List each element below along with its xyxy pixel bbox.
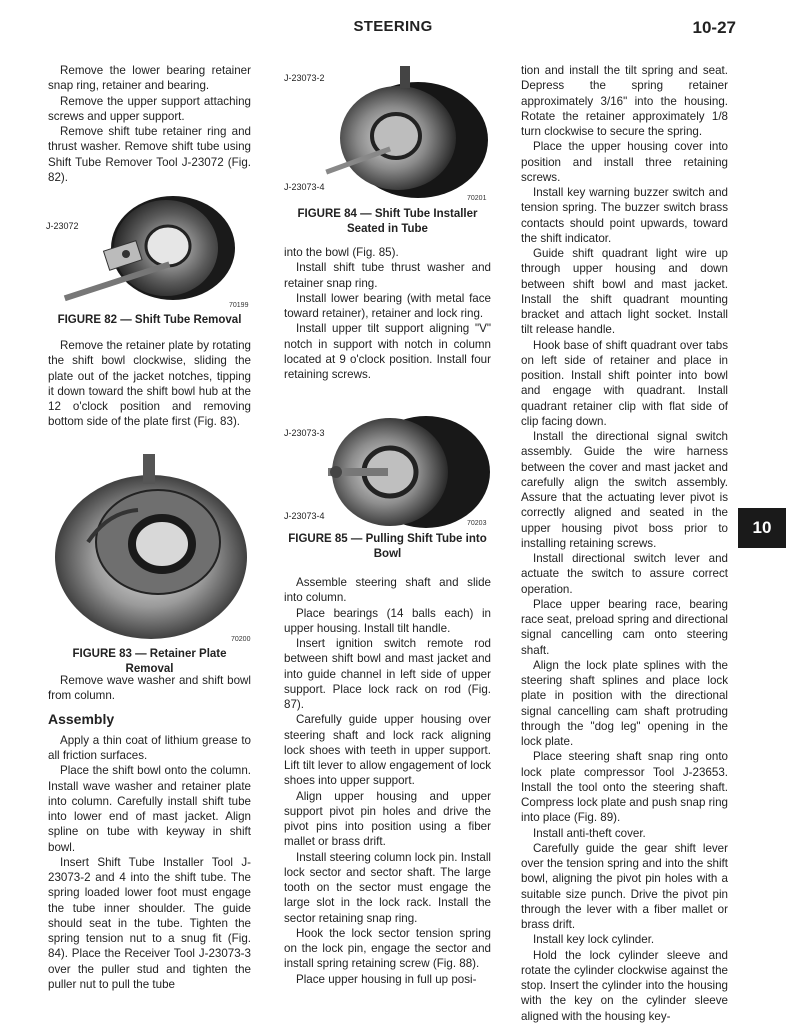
column-1-middle: [48, 338, 251, 430]
paragraph: Install upper tilt support aligning "V" notch in support with notch in column located at 9 o'clock position. Install four retaining screws.: [284, 322, 491, 381]
paragraph: tion and install the tilt spring and seat. Depress the spring retainer approximately 3/16" into the housing. Rotate the retainer approximately 1/8 turn clockwise to secure the spring.: [521, 64, 728, 138]
paragraph: Guide shift quadrant light wire up through upper housing and down between shift bowl and mast jacket. Install the shift quadrant mounting bracket and attach light socket. Install tilt release handle.: [521, 247, 728, 337]
paragraph: Install anti-theft cover.: [533, 826, 646, 840]
paragraph: Place the shift bowl onto the column. Install wave washer and retainer plate into column. Carefully install shift tube into lower end of mast jacket. Align spline on tube with keyway in shift bowl.: [48, 764, 251, 854]
paragraph: Install lower bearing (with metal face toward retainer), retainer and lock ring.: [284, 291, 491, 320]
paragraph: Apply a thin coat of lithium grease to all friction surfaces.: [48, 733, 251, 762]
figure-85-callout-top: J-23073-3: [284, 428, 325, 438]
column-3: [521, 63, 728, 1024]
paragraph: Install shift tube thrust washer and retainer snap ring.: [284, 261, 491, 290]
caption-line: Seated in Tube: [347, 223, 428, 235]
figure-84-photo: [318, 62, 490, 202]
figure-84-callout-top: J-23073-2: [284, 73, 325, 83]
figure-84-callout-bottom: J-23073-4: [284, 182, 325, 192]
section-tab: 10: [738, 508, 786, 548]
section-heading-assembly: Assembly: [48, 710, 115, 727]
figure-83-caption: FIGURE 83 — Retainer Plate Removal: [72, 648, 227, 675]
figure-82-number: 70199: [229, 302, 249, 309]
paragraph: into the bowl (Fig. 85).: [284, 246, 399, 259]
paragraph: Align upper housing and upper support pivot pin holes and drive the pivot pins into position using a fiber mallet or brass drift.: [284, 789, 491, 849]
paragraph: Install directional switch lever and actuate the switch to assure correct operation.: [521, 552, 728, 596]
caption-line: Bowl: [373, 548, 402, 560]
figure-82-caption: FIGURE 82 — Shift Tube Removal: [57, 314, 242, 326]
caption-line: FIGURE 85 — Pulling Shift Tube into: [288, 533, 487, 545]
figure-85-callout-bottom: J-23073-4: [284, 511, 325, 521]
paragraph: Install the directional signal switch assembly. Guide the wire harness between the cover and mast jacket and carefully align the switch assembly. Assure that the actuating lever pivot is correctly aligned and seated in the upper housing pivot boss prior to installing retaining screws.: [521, 430, 728, 550]
paragraph: Place steering shaft snap ring onto lock plate compressor Tool J-23653. Install the tool onto the steering shaft. Compress lock plate and push snap ring into place (Fig. 89).: [521, 750, 728, 825]
paragraph: Place upper bearing race, bearing race seat, preload spring and directional signal cancelling cam onto steering shaft.: [521, 597, 728, 657]
paragraph: Remove the upper support attaching screws and upper support.: [48, 94, 251, 123]
paragraph: Remove wave washer and shift bowl from column.: [48, 674, 251, 703]
paragraph: Carefully guide upper housing over steering shaft and lock rack aligning lock shoes with teeth in upper support. Lift tilt lever to allow engagement of lock shoes into upper support.: [284, 713, 491, 788]
column-1-lower: [48, 673, 251, 992]
column-1: [48, 63, 251, 185]
paragraph: Install key warning buzzer switch and tension spring. The buzzer switch brass contacts should point upwards, toward the shift indicator.: [521, 186, 728, 245]
figure-85-photo: [318, 410, 490, 532]
column-2: [284, 245, 491, 382]
figure-82-callout: J-23072: [46, 221, 79, 231]
figure-83-number: 70200: [231, 636, 251, 643]
paragraph: Hook base of shift quadrant over tabs on left side of retainer and place in position. Install shift pointer into bowl and engage with quadrant. Install quadrant retainer clip with flat side of clip facing down.: [521, 338, 728, 428]
paragraph: Hook the lock sector tension spring on the lock pin, engage the sector and install spring retaining screw (Fig. 88).: [284, 926, 491, 971]
page-number: 10-27: [692, 18, 736, 37]
paragraph: Carefully guide the gear shift lever over the tension spring and into the shift bowl, aligning the pivot pin holes with a suitable size punch. Drive the pivot pin through the lever with a fiber mallet or brass drift.: [521, 841, 728, 931]
page-header-title: STEERING: [353, 18, 433, 35]
paragraph: Remove the lower bearing retainer snap ring, retainer and bearing.: [48, 64, 251, 93]
paragraph: Insert Shift Tube Installer Tool J-23073-2 and 4 into the shift tube. The spring loaded lower foot must engage the tube inner shoulder. The guide should seat in the tube. Tighten the spring tension nut to a snug fit (Fig. 84). Place the Receiver Tool J-23073-3 over the puller stud and tighten the puller nut to pull the tube: [48, 855, 251, 991]
paragraph: Install steering column lock pin. Install lock sector and sector shaft. The large tooth on the sector must engage the large slot in the lock rack. Install the sector retaining snap ring.: [284, 850, 491, 925]
paragraph: Remove the retainer plate by rotating the shift bowl clockwise, sliding the plate out of the jacket notches, tipping it down toward the shift bowl hub at the 12 o'clock position and removing bottom side of the plate first (Fig. 83).: [48, 339, 251, 429]
figure-85-caption: [284, 532, 491, 562]
paragraph: Remove shift tube retainer ring and thrust washer. Remove shift tube using Shift Tube Remover Tool J-23072 (Fig. 82).: [48, 125, 251, 184]
figure-82-photo: [58, 192, 254, 304]
caption-line: FIGURE 84 — Shift Tube Installer: [297, 208, 478, 220]
figure-84-number: 70201: [467, 195, 487, 202]
figure-84-caption: [284, 207, 491, 237]
paragraph: Place upper housing in full up posi-: [296, 972, 477, 986]
column-2-lower: [284, 575, 491, 987]
figure-85-number: 70203: [467, 520, 487, 527]
paragraph: Align the lock plate splines with the steering shaft splines and place lock plate in position with the directional signal cancelling cam shaft protruding through the "dog leg" opening in the lock plate.: [521, 658, 728, 748]
figure-83-photo: [48, 452, 254, 642]
paragraph: Place bearings (14 balls each) in upper housing. Install tilt handle.: [284, 606, 491, 635]
paragraph: Install key lock cylinder.: [533, 933, 655, 947]
paragraph: Hold the lock cylinder sleeve and rotate the cylinder clockwise against the stop. Insert the cylinder into the housing with the key on the cylinder sleeve aligned with the housing key-: [521, 948, 728, 1023]
paragraph: Insert ignition switch remote rod between shift bowl and mast jacket and into guide channel in left side of upper support. Place lock rack on rod (Fig. 87).: [284, 637, 491, 711]
paragraph: Place the upper housing cover into position and install three retaining screws.: [521, 140, 728, 184]
paragraph: Assemble steering shaft and slide into column.: [284, 576, 491, 605]
